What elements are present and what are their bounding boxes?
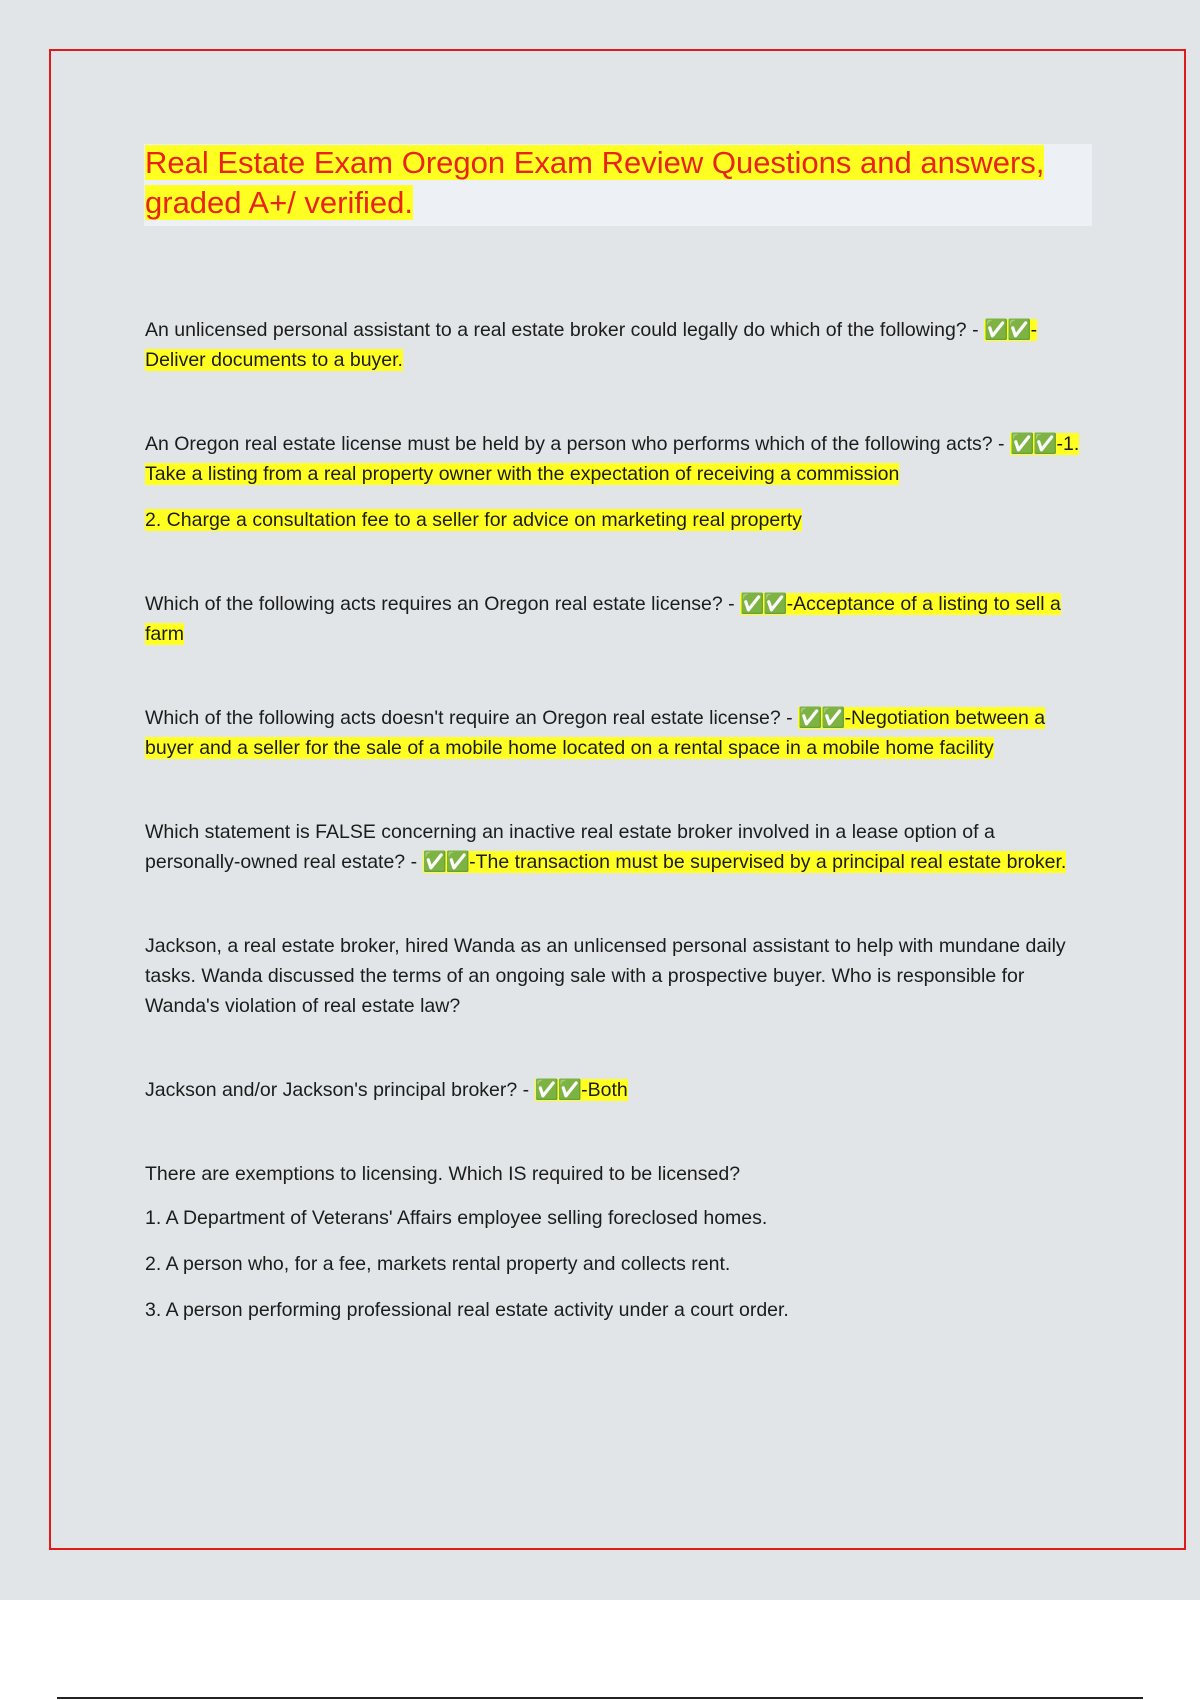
qa-item-8 — [145, 1159, 1095, 1189]
question-text: There are exemptions to licensing. Which IS required to be licensed? — [145, 1163, 741, 1185]
qa-item-5 — [145, 817, 1095, 877]
footer-rule — [57, 1697, 1143, 1699]
check-icon: ✅ — [798, 707, 820, 729]
option-1: 1. A Department of Veterans' Affairs employee selling foreclosed homes. — [145, 1207, 768, 1229]
answer-text: -The transaction must be supervised by a principal real estate broker. — [469, 851, 1067, 873]
question-text: An Oregon real estate license must be held by a person who performs which of the following acts? - — [145, 433, 1010, 455]
question-text: Which of the following acts doesn't require an Oregon real estate license? - — [145, 707, 798, 729]
qa-item-4 — [145, 703, 1095, 763]
option-3: 3. A person performing professional real estate activity under a court order. — [145, 1299, 789, 1321]
answer-highlight — [423, 851, 1067, 873]
check-icon: ✅ — [984, 319, 1006, 341]
answer-text: -Both — [581, 1079, 628, 1101]
check-icon: ✅ — [445, 851, 468, 873]
check-icon: ✅ — [1009, 433, 1032, 455]
question-text: Which of the following acts requires an Oregon real estate license? - — [145, 593, 741, 615]
answer-text: -Negotiation between a buyer and a seller for the sale of a mobile home located on a rental space in a mobile home facility — [145, 707, 1046, 759]
answer-text: -Acceptance of a listing to sell a farm — [145, 593, 1061, 645]
check-icon: ✅ — [557, 1079, 580, 1101]
check-icon: ✅ — [740, 593, 762, 615]
question-text: Jackson and/or Jackson's principal broker? - — [145, 1079, 535, 1101]
document-content — [145, 315, 1095, 1325]
check-icon: ✅ — [534, 1079, 556, 1101]
qa-item-7 — [145, 1075, 1095, 1105]
question-text: Which statement is FALSE concerning an inactive real estate broker involved in a lease option of a personally-owned real estate? - — [145, 821, 995, 873]
qa-item-1 — [145, 315, 1095, 375]
option-2: 2. A person who, for a fee, markets rental property and collects rent. — [145, 1253, 731, 1275]
check-icon: ✅ — [763, 593, 785, 615]
qa-item-6 — [145, 931, 1095, 1021]
answer-text-line-2: 2. Charge a consultation fee to a seller for advice on marketing real property — [145, 509, 802, 531]
qa-item-2 — [145, 429, 1095, 489]
check-icon: ✅ — [422, 851, 444, 873]
check-icon: ✅ — [821, 707, 843, 729]
answer-highlight — [535, 1079, 628, 1101]
check-icon: ✅ — [1033, 433, 1055, 455]
qa-item-3 — [145, 589, 1095, 649]
question-text: Jackson, a real estate broker, hired Wanda as an unlicensed personal assistant to help with mundane daily tasks. Wanda discussed the terms of an ongoing sale with a prospective buyer. Who is responsible for Wanda's violation of real estate law? — [145, 935, 1066, 1017]
document-title — [145, 143, 1085, 223]
question-text: An unlicensed personal assistant to a real estate broker could legally do which of the following? - — [145, 319, 984, 341]
document-title-text: Real Estate Exam Oregon Exam Review Questions and answers, graded A+/ verified. — [145, 145, 1045, 220]
answer-text: -Deliver documents to a buyer. — [145, 319, 1038, 371]
qa-item-2-continued — [145, 505, 1095, 535]
answer-text: -1. Take a listing from a real property owner with the expectation of receiving a commission — [145, 433, 1080, 485]
check-icon: ✅ — [1007, 319, 1029, 341]
